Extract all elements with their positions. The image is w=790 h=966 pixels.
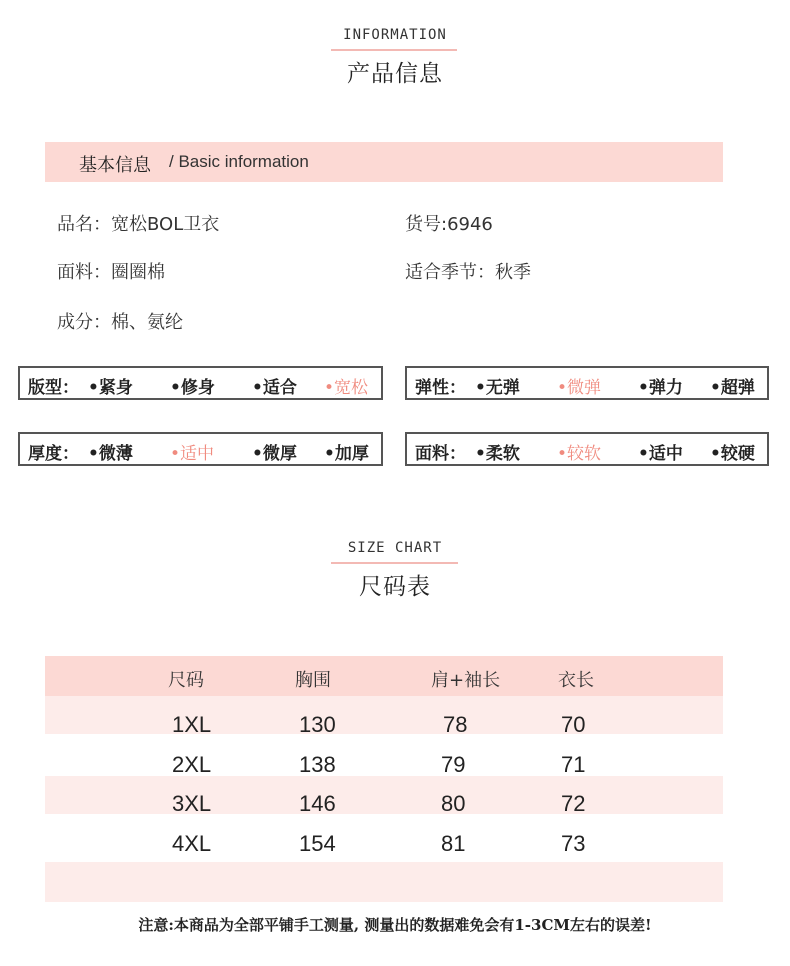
attr-option: •弹力 [638, 378, 683, 398]
table-cell-sleeve: 81 [441, 831, 466, 856]
attr-label-fit: 版型： [28, 378, 79, 398]
table-cell-length: 71 [561, 752, 586, 777]
table-cell-chest: 138 [299, 752, 336, 777]
attr-option: •适中 [638, 444, 683, 464]
table-row-band [45, 776, 723, 814]
attr-option: •紧身 [88, 378, 133, 398]
attr-option: •加厚 [324, 444, 369, 464]
attr-option: •柔软 [475, 444, 520, 464]
measurement-note: 注意:本商品为全部平铺手工测量, 测量出的数据难免会有1-3CM左右的误差! [138, 916, 652, 934]
table-cell-length: 73 [561, 831, 586, 856]
size-table-header-cell: 尺码 [168, 670, 204, 691]
attr-option: •较硬 [710, 444, 755, 464]
attr-option: •无弹 [475, 378, 520, 398]
table-cell-chest: 154 [299, 831, 336, 856]
size-chart-divider [331, 562, 458, 564]
table-row-band [45, 696, 723, 734]
table-cell-size: 2XL [172, 752, 212, 777]
basic-info-bar [45, 142, 723, 182]
table-cell-size: 4XL [172, 831, 212, 856]
attr-option-selected: •适中 [170, 444, 215, 464]
size-table-header-cell: 胸围 [295, 670, 331, 691]
attr-label-elasticity: 弹性： [415, 378, 466, 398]
attr-option: •修身 [170, 378, 215, 398]
table-cell-sleeve: 79 [441, 752, 466, 777]
size-chart-title-en: SIZE CHART [347, 540, 443, 556]
table-cell-size: 1XL [172, 712, 212, 737]
table-row-band [45, 862, 723, 902]
table-cell-length: 70 [561, 712, 586, 737]
basic-info-label-cn: 基本信息 [79, 155, 151, 176]
size-chart-title-cn: 尺码表 [359, 574, 431, 600]
attr-option-selected: •较软 [557, 444, 602, 464]
table-cell-length: 72 [561, 791, 586, 816]
attr-option: •微薄 [88, 444, 133, 464]
attr-option: •适合 [252, 378, 297, 398]
attr-option: •超弹 [710, 378, 755, 398]
size-table-header-cell: 肩+袖长 [431, 670, 501, 691]
basic-info-label-en: / Basic information [169, 152, 309, 171]
table-cell-chest: 130 [299, 712, 336, 737]
table-cell-sleeve: 80 [441, 791, 466, 816]
table-cell-sleeve: 78 [443, 712, 468, 737]
attr-label-thickness: 厚度： [28, 444, 79, 464]
attr-option: •微厚 [252, 444, 297, 464]
attr-box-fabric-feel [405, 432, 769, 466]
attr-box-elasticity [405, 366, 769, 400]
size-table-header-cell: 衣长 [558, 670, 594, 691]
field-product-name: 品名：宽松BOL卫衣 [57, 214, 220, 235]
attr-label-fabric-feel: 面料： [415, 444, 466, 464]
field-item-number: 货号:6946 [405, 214, 493, 235]
attr-option-selected: •微弹 [557, 378, 602, 398]
table-cell-size: 3XL [172, 791, 212, 816]
attr-box-thickness [18, 432, 383, 466]
information-title-cn: 产品信息 [347, 61, 443, 87]
table-cell-chest: 146 [299, 791, 336, 816]
information-divider [331, 49, 457, 51]
field-season: 适合季节：秋季 [405, 262, 531, 283]
field-composition: 成分：棉、氨纶 [57, 312, 183, 333]
field-fabric: 面料：圈圈棉 [57, 262, 165, 283]
size-table-header [45, 656, 723, 696]
size-table-body [45, 696, 723, 902]
attr-option-selected: •宽松 [324, 378, 369, 398]
information-title-en: INFORMATION [343, 27, 447, 43]
attr-box-fit [18, 366, 383, 400]
